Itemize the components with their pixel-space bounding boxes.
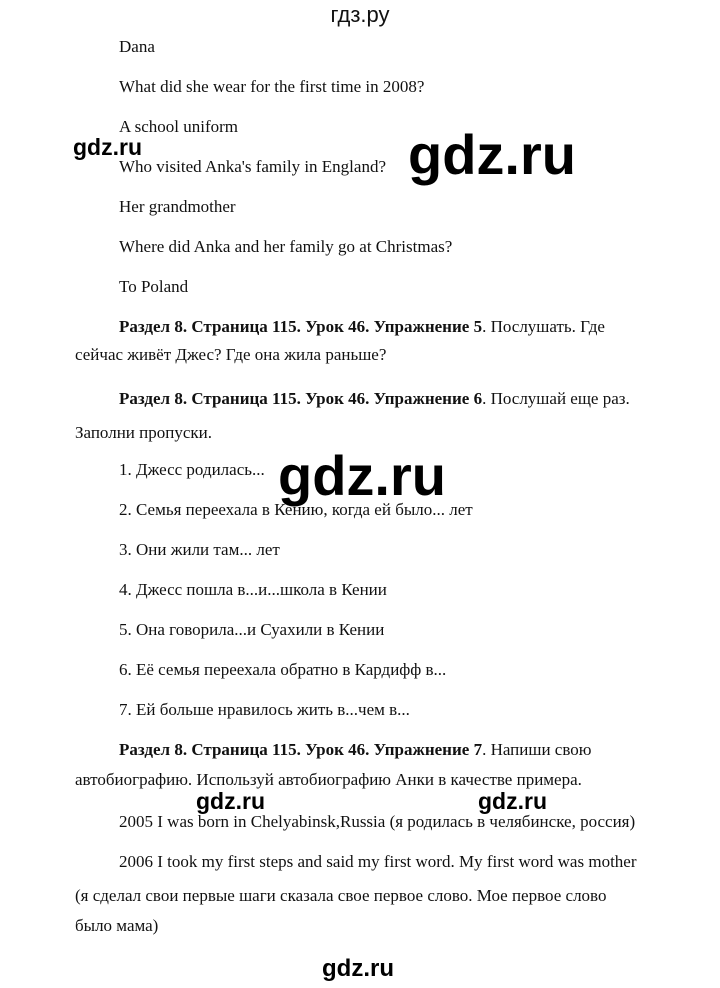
watermark-large: gdz.ru [408, 123, 576, 186]
autobiography-entry-cont: было мама) [75, 916, 159, 935]
watermark-small: gdz.ru [478, 788, 547, 814]
list-item: 3. Они жили там... лет [119, 540, 280, 559]
list-item: 1. Джесс родилась... [119, 460, 265, 479]
exercise-5-line1 [119, 317, 605, 337]
site-header: гдз.ру [330, 2, 390, 27]
qa-line: Her grandmother [119, 197, 236, 216]
exercise-6-line2: Заполни пропуски. [75, 423, 212, 442]
list-item: 7. Ей больше нравилось жить в...чем в... [119, 700, 410, 719]
exercise-5-heading: Раздел 8. Страница 115. Урок 46. Упражнение 5 [119, 317, 483, 336]
exercise-7-heading: Раздел 8. Страница 115. Урок 46. Упражнение 7 [119, 740, 483, 759]
watermark-large: gdz.ru [278, 444, 446, 507]
qa-line: Where did Anka and her family go at Christmas? [119, 237, 453, 256]
exercise-5-line2: сейчас живёт Джес? Где она жила раньше? [75, 345, 387, 364]
list-item: 5. Она говорила...и Суахили в Кении [119, 620, 385, 639]
qa-line: Dana [119, 37, 155, 56]
watermark-footer: gdz.ru [322, 955, 394, 982]
qa-line: To Poland [119, 277, 189, 296]
autobiography-entry-cont: (я сделал свои первые шаги сказала свое первое слово. Мое первое слово [75, 886, 607, 905]
list-item: 6. Её семья переехала обратно в Кардифф в... [119, 660, 447, 679]
autobiography-entry: 2006 I took my first steps and said my first word. My first word was mother [119, 852, 637, 871]
exercise-7-line2: автобиографию. Используй автобиографию Анки в качестве примера. [75, 770, 582, 789]
exercise-6-heading: Раздел 8. Страница 115. Урок 46. Упражнение 6 [119, 389, 483, 408]
list-item: 4. Джесс пошла в...и...школа в Кении [119, 580, 387, 599]
qa-line: Who visited Anka's family in England? [119, 157, 386, 176]
autobiography-entry: 2005 I was born in Chelyabinsk,Russia (я родилась в челябинске, россия) [119, 812, 636, 831]
qa-line: What did she wear for the first time in 2008? [119, 77, 425, 96]
exercise-7-text: . Напиши свою [482, 740, 592, 759]
watermark-small: gdz.ru [73, 134, 142, 160]
exercise-6-text: . Послушай еще раз. [482, 389, 630, 408]
list-item: 2. Семья переехала в Кению, когда ей было... лет [119, 500, 473, 519]
exercise-6-line1 [119, 389, 630, 409]
exercise-7-line1 [119, 740, 591, 760]
exercise-5-text: . Послушать. Где [482, 317, 605, 336]
qa-line: A school uniform [119, 117, 238, 136]
watermark-small: gdz.ru [196, 788, 265, 814]
